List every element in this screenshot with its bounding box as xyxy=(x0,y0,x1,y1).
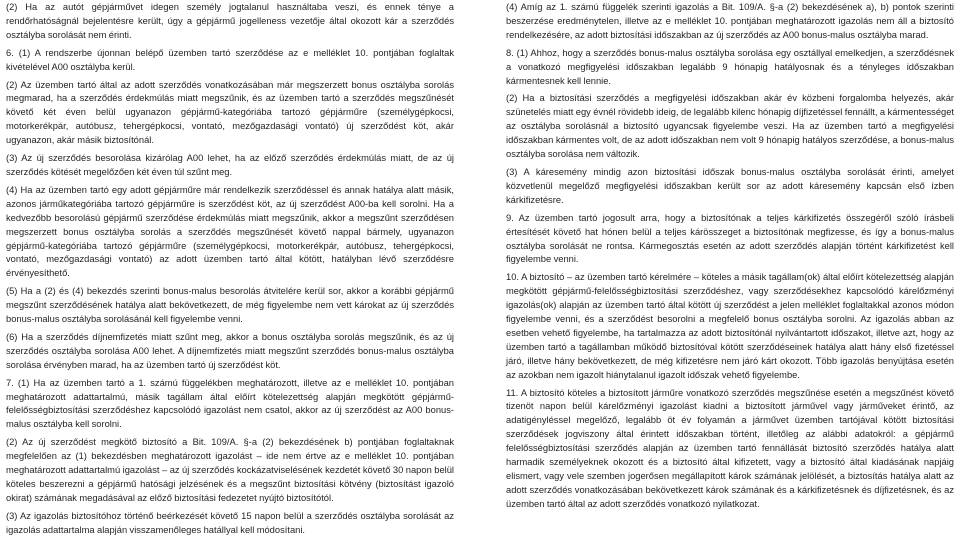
paragraph: 10. A biztosító – az üzemben tartó kérelmére – köteles a másik tagállam(ok) által előírt kötelezettség alapján megkötött gépjármű-felelősségbiztosítási szerződéshez, vagy szerződésekhez kapcsolódó kárelőzményi igazolás(ok) alapján az üzemben tartó által kötött új szerződést a jelen melléklet foglaltakkal azonos módon figyelembe venni, és a szerződést besorolni a megfelelő bonus osztályba sorolni. Az igazolás abban az esetben vehető figyelembe, ha tartalmazza az adott biztosítónál nyilvántartott időszakot, illetve azt, hogy az üzemben tartó a tagállamban működő biztosítóval kötött szerződéseinek hatálya alatt hány első fizetéssel járó, illetve hány bekövetkezett, de még kifizetésre nem járó kárt okozott. Több igazolás benyújtása esetén az azokban nem igazolt hiánytalanul igazolt időszak vehető figyelembe. xyxy=(506,272,954,380)
paragraph: (2) Ha az autót gépjárművet idegen személy jogtalanul használtaba veszi, és ennek ténye a rendőrhatóságnál bejelentésre került, úgy a gépjármű jogelleness vezetője által okozott kár a szerződés osztályba sorolását nem érinti. xyxy=(6,2,454,40)
paragraph: (2) Az új szerződést megkötő biztosító a Bit. 109/A. §-a (2) bekezdésének b) pontjában foglaltaknak megfelelően az (1) bekezdésben meghatározott igazolást – ide nem értve az e melléklet 10. pontjában meghatározott adattartalmú igazolást – az új szerződés kockázatviselésének kezdetét követő 30 napon belül köteles beszerezni a gépjármű hatósági jelzésének és a megszűnt biztosítási kötvény (biztosítást igazoló okirat) számának megadásával az előző biztosítási fedezetet nyújtó biztosítótól. xyxy=(6,437,454,503)
paragraph: 11. A biztosító köteles a biztosított járműre vonatkozó szerződés megszűnése esetén a megszűnést követő tizenöt napon belül kárelőzményi igazolást kiadni a biztosított járművel vagy járműveket érintő, az adatigényléssel megelőző, legalább öt év folyamán a járművet üzemben tartójával kötött biztosítási szerződések jogviszony által érintett időszakban történt, illetőleg az alábbi adatokról: a gépjármű felelősségbiztosítási szerződés alapján az üzemben tartó fennállását biztosító szerződés hatálya alatt harmadik személyeknek okozott és a biztosító által kifizetett, vagy a biztosító által kiadásának napjáig elismert, vagy vele szemben jogerősen megállapított károk számának jelölését, a biztosítás hatálya alatt az adott szerződés vonatkozásában bekövetkezett károk számának és a kárkifizetésnek és díjfizetésnek, és az üzemben tartó által az adott szerződés vonatkozó nyilatkozat. xyxy=(506,387,954,509)
paragraph: (6) Ha a szerződés díjnemfizetés miatt szűnt meg, akkor a bonus osztályba sorolás megszűnik, és az új szerződés osztályba sorolása A00 lehet. A díjnemfizetés miatt megszűnt szerződés bonus-malus osztályba sorolása érvényben marad, ha az üzemben tartó új szerződést köt. xyxy=(6,331,454,370)
paragraph: 8. (1) Ahhoz, hogy a szerződés bonus-malus osztályba sorolása egy osztállyal emelkedjen, a szerződésnek a vonatkozó megfigyelési időszakban legalább 9 hónapig hatályosnak és a tényleges időszakban kármentesnek kell lennie. xyxy=(506,47,954,86)
paragraph: 6. (1) A rendszerbe újonnan belépő üzemben tartó szerződése az e melléklet 10. pontjában foglaltak kivételével A00 osztályba kerül. xyxy=(6,47,454,72)
paragraph: 7. (1) Ha az üzemben tartó a 1. számú függelékben meghatározott, illetve az e melléklet 10. pontjában meghatározott adattartalmú, másik tagállam által előírt kötelezettség alapján megkötött gépjármű-felelősségbiztosítási szerződéshez kapcsolódó igazolást nem csatol, akkor az új szerződést az A00 bonus-malus osztályba kell sorolni. xyxy=(6,377,454,430)
paragraph: (4) Ha az üzemben tartó egy adott gépjárműre már rendelkezik szerződéssel és annak hatálya alatt másik, azonos járműkategóriába tartozó gépjárműre is szerződést köt, az új szerződést A00-ba kell sorolni. Ha a kedvezőbb besorolású gépjármű szerződése érdekmúlás miatt megszűnik, akkor a megszűnt szerződésen megszerzett bonus osztályba sorolás a szerződés megszűnését követő nappal bármely, ugyanazon gépjármű-kategóriába tartozó gépjárműre (személygépkocsi, motorkerékpár, autóbusz, tehergépkocsi, vontató, mezőgazdasági vontató) az adott üzemben tartó által kötött, hatályban lévő szerződésre érvényesíthető. xyxy=(6,184,454,279)
paragraph: (2) Ha a biztosítási szerződés a megfigyelési időszakban akár év közbeni forgalomba helyezés, akár szünetelés miatt egy évnél rövidebb ideig, de legalább kilenc hónapig díjfizetéssel fennállt, a kármentességet az osztályba sorolásnál a biztosító ugyancsak figyelembe veszi. Ha az üzemben tartó a megfigyelési időszakban kármentes volt, de az adott időszakban nem volt 9 hónapig hatályos szerződése, a bonus-malus osztályba sorolása nem változik. xyxy=(506,93,954,160)
paragraph: (3) A káresemény mindig azon biztosítási időszak bonus-malus osztályba sorolását érinti, amelyet közvetlenül megelőző megfigyelési időszakban került sor az adott káresemény kapcsán első ízben kárkifizetésre. xyxy=(506,166,954,205)
left-column xyxy=(6,1,454,536)
paragraph: (4) Amíg az 1. számú függelék szerinti igazolás a Bit. 109/A. §-a (2) bekezdésének a), b) pontok szerinti beszerzése eredménytelen, illetve az e melléklet 10. pontjában meghatározott igazolás nem áll a biztosító rendelkezésére, az adott biztosítási időszakban az új szerződés az A00 bonus-malus osztályba marad. xyxy=(506,2,954,40)
paragraph: (2) Az üzemben tartó által az adott szerződés vonatkozásában már megszerzett bonus osztályba sorolás megmarad, ha a szerződés érdekmúlás miatt megszűnik, és az üzemben tartó a szerződés megszűnését követő két éven belül ugyanazon gépjármű-kategóriába tartozó gépjárműre (személygépkocsi, motorkerékpár, autóbusz, tehergépkocsi, vontató, mezőgazdasági vontató) új szerződést köt, akár ugyanazon, akár másik biztosítónál. xyxy=(6,79,454,146)
paragraph: 9. Az üzemben tartó jogosult arra, hogy a biztosítónak a teljes kárkifizetés összegéről szóló írásbeli értesítését követő hat hónen belül a teljes kárösszeget a biztosítónak megfizesse, és így a bonus-malus osztályba sorolását ne rontsa. Kármegosztás esetén az adott szerződés alapján történt kárkifizetést kell figyelembe venni. xyxy=(506,212,954,265)
paragraph: (3) Az új szerződés besorolása kizárólag A00 lehet, ha az előző szerződés érdekmúlás miatt, de az új szerződés kötését megelőzően két éven túl szűnt meg. xyxy=(6,153,454,177)
right-column xyxy=(506,1,954,536)
paragraph: (5) Ha a (2) és (4) bekezdés szerinti bonus-malus besorolás átvitelére kerül sor, akkor a korábbi gépjármű megszűnt szerződésének hatálya alatt bekövetkezett, de még figyelembe nem vett károkat az új szerződés bonus-malus osztályba sorolásánál kell figyelembe venni. xyxy=(6,286,454,325)
paragraph: (3) Az igazolás biztosítóhoz történő beérkezését követő 15 napon belül a szerződés osztályba sorolását az igazolás adattartalma alapján visszamenőleges hatállyal kell módosítani. xyxy=(6,510,454,535)
